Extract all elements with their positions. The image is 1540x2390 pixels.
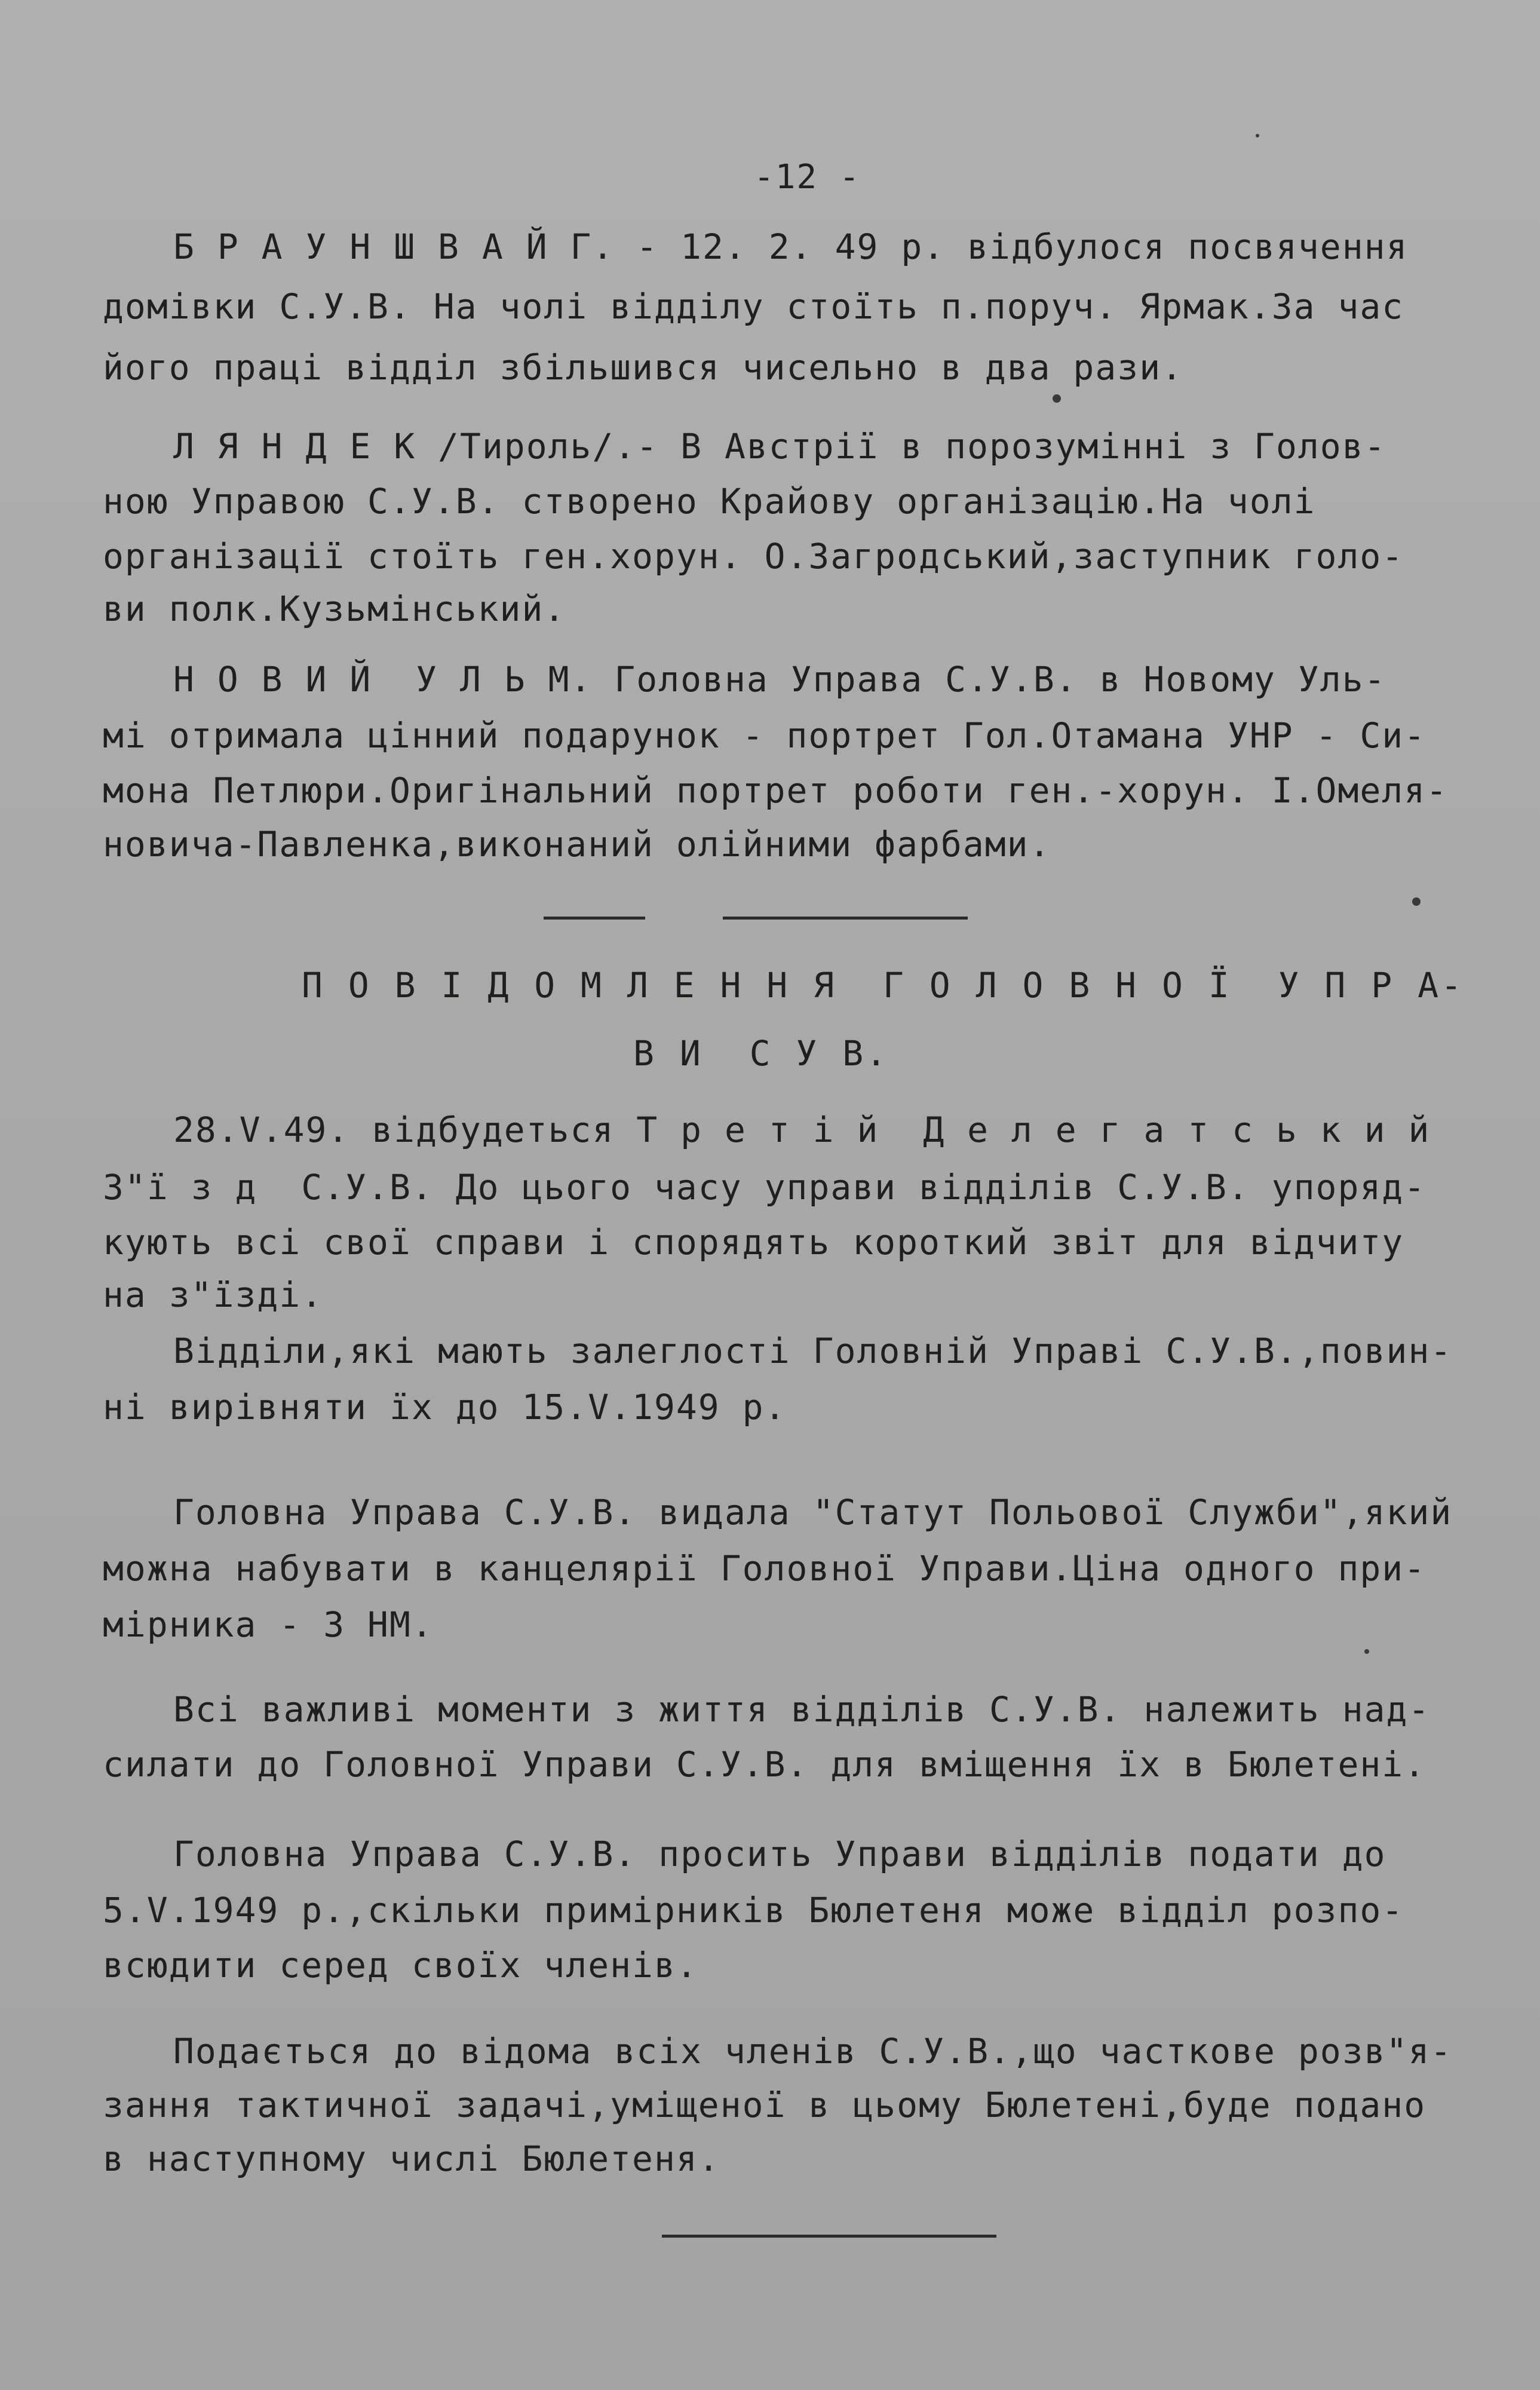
text-line: Б Р А У Н Ш В А Й Г. - 12. 2. 49 р. відбулося посвячення	[173, 226, 1409, 267]
text-line: всюдити серед своїх членів.	[103, 1945, 698, 1985]
text-line: зання тактичної задачі,уміщеної в цьому Бюлетені,буде подано	[103, 2085, 1427, 2125]
text-line: новича-Павленка,виконаний олійними фарбами.	[103, 824, 1051, 865]
text-line: мірника - 3 НМ.	[103, 1604, 434, 1645]
text-line: на з"їзді.	[103, 1274, 324, 1315]
paper-speck	[1256, 134, 1259, 137]
text-line: кують всі свої справи і спорядять короткий звіт для відчиту	[103, 1222, 1404, 1263]
text-line: ви полк.Кузьмінський.	[103, 589, 566, 629]
text-line: Головна Управа С.У.В. видала "Статут Польової Служби",який	[173, 1492, 1453, 1533]
text-line: Відділи,які мають залеглості Головній Управі С.У.В.,повин-	[173, 1331, 1453, 1371]
text-line: 28.V.49. відбудеться Т р е т і й Д е л е г а т с ь к и й	[173, 1110, 1431, 1150]
text-line: силати до Головної Управи С.У.В. для вміщення їх в Бюлетені.	[103, 1744, 1427, 1785]
section-heading: П О В І Д О М Л Е Н Н Я Г О Л О В Н О Ї У П Р А-	[302, 965, 1464, 1006]
text-line: Н О В И Й У Л Ь М. Головна Управа С.У.В. в Новому Уль-	[173, 659, 1386, 700]
text-line: домівки С.У.В. На чолі відділу стоїть п.поруч. Ярмак.За час	[103, 286, 1404, 327]
text-line: в наступному числі Бюлетеня.	[103, 2138, 720, 2179]
paper-speck	[1364, 1649, 1369, 1654]
section-heading-continued: В И С У В.	[633, 1033, 889, 1074]
text-line: Л Я Н Д Е К /Тироль/.- В Австрії в порозумінні з Голов-	[173, 426, 1386, 467]
paper-speck	[1053, 394, 1061, 403]
text-line: мі отримала цінний подарунок - портрет Гол.Отамана УНР - Си-	[103, 715, 1427, 756]
text-line: 5.V.1949 р.,скільки примірників Бюлетеня може відділ розпо-	[103, 1890, 1404, 1931]
text-line: ні вирівняти їх до 15.V.1949 р.	[103, 1387, 787, 1427]
text-line: мона Петлюри.Оригінальний портрет роботи ген.-хорун. І.Омеля-	[103, 770, 1449, 811]
text-line: організації стоїть ген.хорун. О.Загродський,заступник голо-	[103, 536, 1404, 577]
paper-speck	[1412, 897, 1421, 906]
text-line: його праці відділ збільшився чисельно в два рази.	[103, 347, 1184, 388]
separator-line	[662, 2235, 996, 2238]
text-line: можна набувати в канцелярії Головної Управи.Ціна одного при-	[103, 1548, 1427, 1589]
separator-line	[544, 917, 645, 920]
separator-line	[723, 917, 968, 920]
text-line: З"ї з д С.У.В. До цього часу управи відділів С.У.В. упоряд-	[103, 1167, 1427, 1208]
text-line: ною Управою С.У.В. створено Крайову організацію.На чолі	[103, 481, 1316, 522]
text-line: Головна Управа С.У.В. просить Управи відділів подати до	[173, 1834, 1386, 1874]
page-number: -12 -	[754, 158, 861, 197]
text-line: Всі важливі моменти з життя відділів С.У.В. належить над-	[173, 1689, 1431, 1730]
text-line: Подається до відома всіх членів С.У.В.,що часткове розв"я-	[173, 2031, 1453, 2072]
